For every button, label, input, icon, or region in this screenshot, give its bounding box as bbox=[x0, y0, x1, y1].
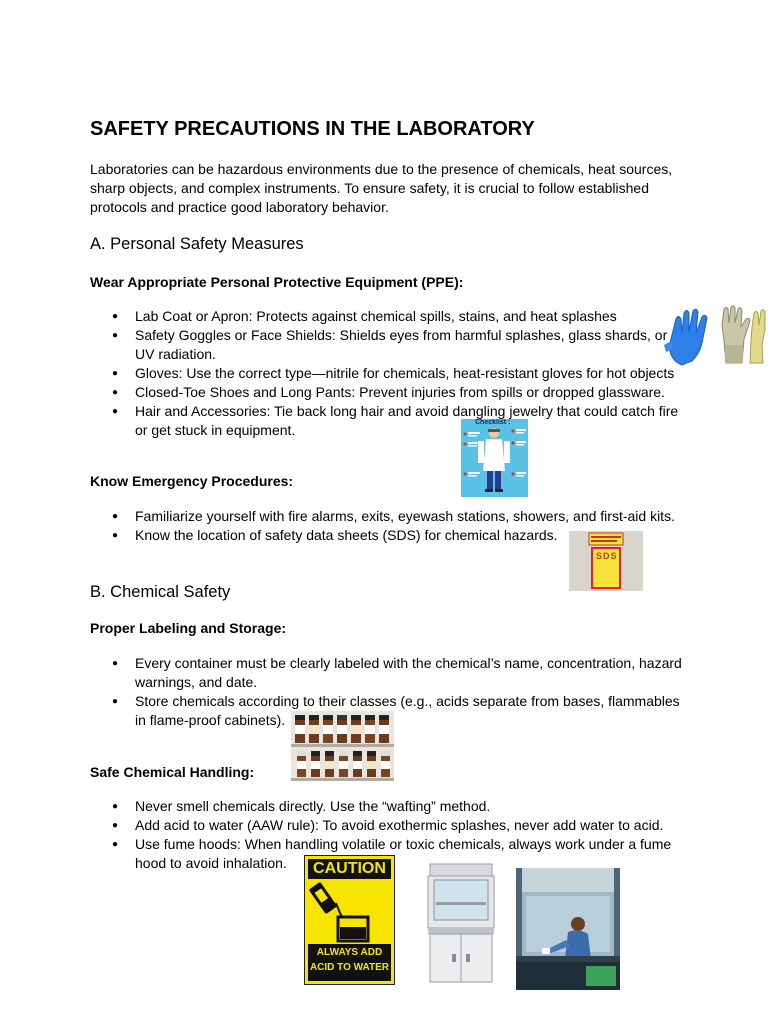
list-item: ● Familiarize yourself with fire alarms, exits, eyewash stations, showers, and first-aid kits. bbox=[90, 507, 690, 526]
list-item: ● Safety Goggles or Face Shields: Shields eyes from harmful splashes, glass shards, or UV radiation. bbox=[90, 326, 680, 364]
list-item: ● Every container must be clearly labeled with the chemical’s name, concentration, hazard warnings, and date. bbox=[90, 654, 690, 692]
intro-paragraph: Laboratories can be hazardous environments due to the presence of chemicals, heat sources, sharp objects, and complex instruments. To ensure safety, it is crucial to follow established protocols and practice good laboratory behavior. bbox=[90, 161, 673, 215]
gloves-image bbox=[662, 305, 768, 367]
caution-bottom-line-2: ACID TO WATER bbox=[309, 962, 390, 973]
section-a-heading: A. Personal Safety Measures bbox=[90, 235, 304, 253]
list-item: ● Never smell chemicals directly. Use the “wafting” method. bbox=[90, 797, 690, 816]
list-item: ● Know the location of safety data sheets (SDS) for chemical hazards. bbox=[90, 526, 690, 545]
labeling-heading: Proper Labeling and Storage: bbox=[90, 620, 287, 636]
sds-label: SDS bbox=[596, 551, 618, 561]
caution-sign-image bbox=[304, 855, 395, 985]
checklist-label: Checklist : bbox=[475, 419, 511, 426]
section-b-heading: B. Chemical Safety bbox=[90, 583, 231, 601]
list-item: ● Use fume hoods: When handling volatile or toxic chemicals, always work under a fume hood to avoid inhalation. bbox=[90, 835, 690, 873]
fume-hood-photo bbox=[516, 868, 620, 990]
fume-hood-image bbox=[426, 862, 496, 985]
ppe-list bbox=[90, 307, 680, 440]
list-item: ● Add acid to water (AAW rule): To avoid exothermic splashes, never add water to acid. bbox=[90, 816, 690, 835]
page-title: SAFETY PRECAUTIONS IN THE LABORATORY bbox=[90, 118, 535, 140]
list-item: ● Lab Coat or Apron: Protects against chemical spills, stains, and heat splashes bbox=[90, 307, 680, 326]
sds-station-image bbox=[569, 531, 643, 591]
list-item: ● Gloves: Use the correct type—nitrile for chemicals, heat-resistant gloves for hot objects bbox=[90, 364, 680, 383]
handling-heading: Safe Chemical Handling: bbox=[90, 764, 255, 780]
emergency-heading: Know Emergency Procedures: bbox=[90, 473, 294, 489]
list-item: ● Store chemicals according to their classes (e.g., acids separate from bases, flammables in flame-proof cabinets). bbox=[90, 692, 690, 730]
chemical-bottles-image bbox=[291, 711, 394, 781]
ppe-heading: Wear Appropriate Personal Protective Equipment (PPE): bbox=[90, 274, 464, 290]
caution-label: CAUTION bbox=[308, 859, 391, 879]
ppe-checklist-image bbox=[461, 419, 528, 497]
list-item: ● Closed-Toe Shoes and Long Pants: Prevent injuries from spills or dropped glassware. bbox=[90, 383, 680, 402]
caution-bottom-line-1: ALWAYS ADD bbox=[316, 947, 383, 958]
list-item: ● Hair and Accessories: Tie back long hair and avoid dangling jewelry that could catch fire or get stuck in equipment. bbox=[90, 402, 680, 440]
